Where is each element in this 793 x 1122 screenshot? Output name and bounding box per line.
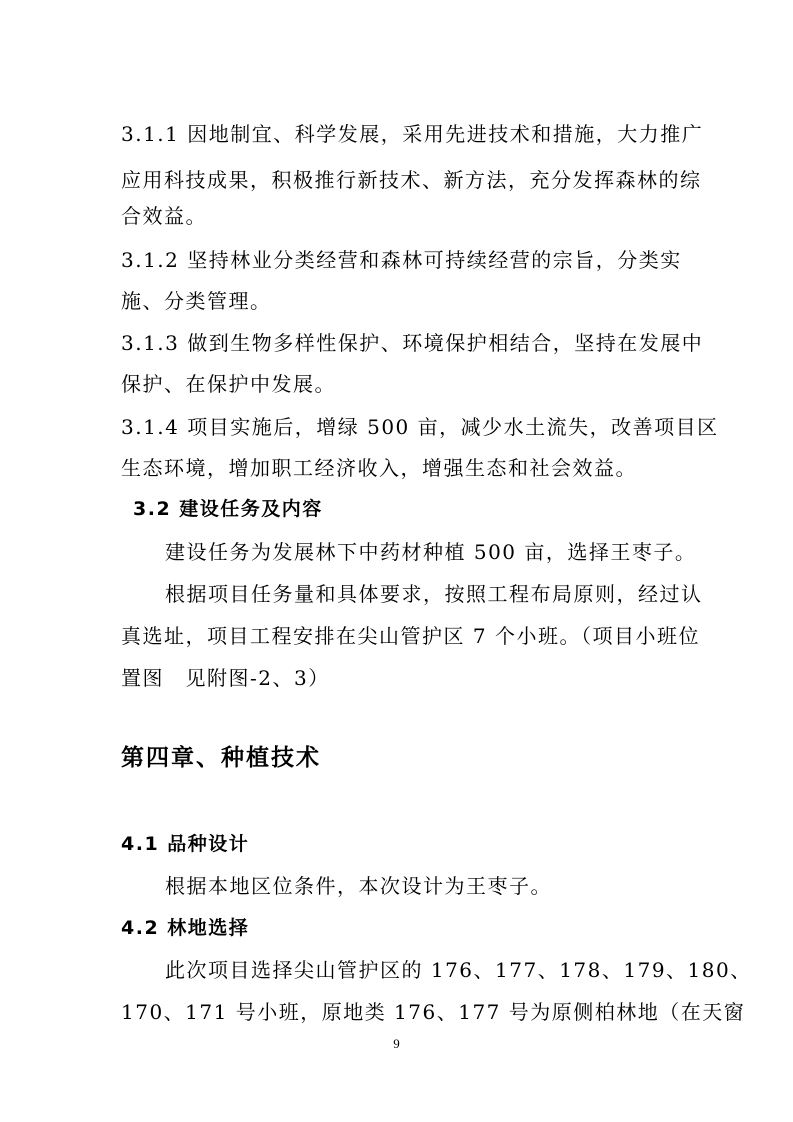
section-3-1-1-line-1: 3.1.1 因地制宜、科学发展，采用先进技术和措施，大力推广 bbox=[121, 122, 704, 146]
section-3-1-1-line-3: 合效益。 bbox=[121, 204, 207, 228]
section-3-1-2-line-2: 施、分类管理。 bbox=[121, 289, 272, 313]
page-number: 9 bbox=[393, 1036, 400, 1051]
section-3-2-paragraph-1: 建设任务为发展林下中药材种植 500 亩，选择王枣子。 bbox=[165, 540, 697, 564]
section-4-2-paragraph-line-1: 此次项目选择尖山管护区的 176、177、178、179、180、 bbox=[165, 958, 752, 982]
section-3-2-heading: 3.2 建设任务及内容 bbox=[133, 498, 323, 520]
section-3-1-4-line-1: 3.1.4 项目实施后，增绿 500 亩，减少水土流失，改善项目区 bbox=[121, 415, 719, 439]
section-3-2-paragraph-2-line-3: 置图 见附图-2、3） bbox=[121, 666, 330, 690]
section-4-2-paragraph-line-2: 170、171 号小班，原地类 176、177 号为原侧柏林地（在天窗 bbox=[121, 1000, 746, 1024]
section-3-2-paragraph-2-line-2: 真选址，项目工程安排在尖山管护区 7 个小班。（项目小班位 bbox=[121, 624, 700, 648]
section-4-1-heading: 4.1 品种设计 bbox=[121, 833, 250, 855]
chapter-4-title: 第四章、种植技术 bbox=[121, 745, 321, 771]
section-3-1-2-line-1: 3.1.2 坚持林业分类经营和森林可持续经营的宗旨，分类实 bbox=[121, 248, 682, 272]
section-3-1-3-line-1: 3.1.3 做到生物多样性保护、环境保护相结合，坚持在发展中 bbox=[121, 331, 704, 355]
section-3-2-paragraph-2-line-1: 根据项目任务量和具体要求，按照工程布局原则，经过认 bbox=[165, 582, 703, 606]
section-3-1-1-line-2: 应用科技成果，积极推行新技术、新方法，充分发挥森林的综 bbox=[121, 168, 702, 192]
section-4-2-heading: 4.2 林地选择 bbox=[121, 917, 250, 939]
section-3-1-4-line-2: 生态环境，增加职工经济收入，增强生态和社会效益。 bbox=[121, 456, 637, 480]
section-3-1-3-line-2: 保护、在保护中发展。 bbox=[121, 372, 336, 396]
section-4-1-paragraph: 根据本地区位条件，本次设计为王枣子。 bbox=[165, 874, 552, 898]
